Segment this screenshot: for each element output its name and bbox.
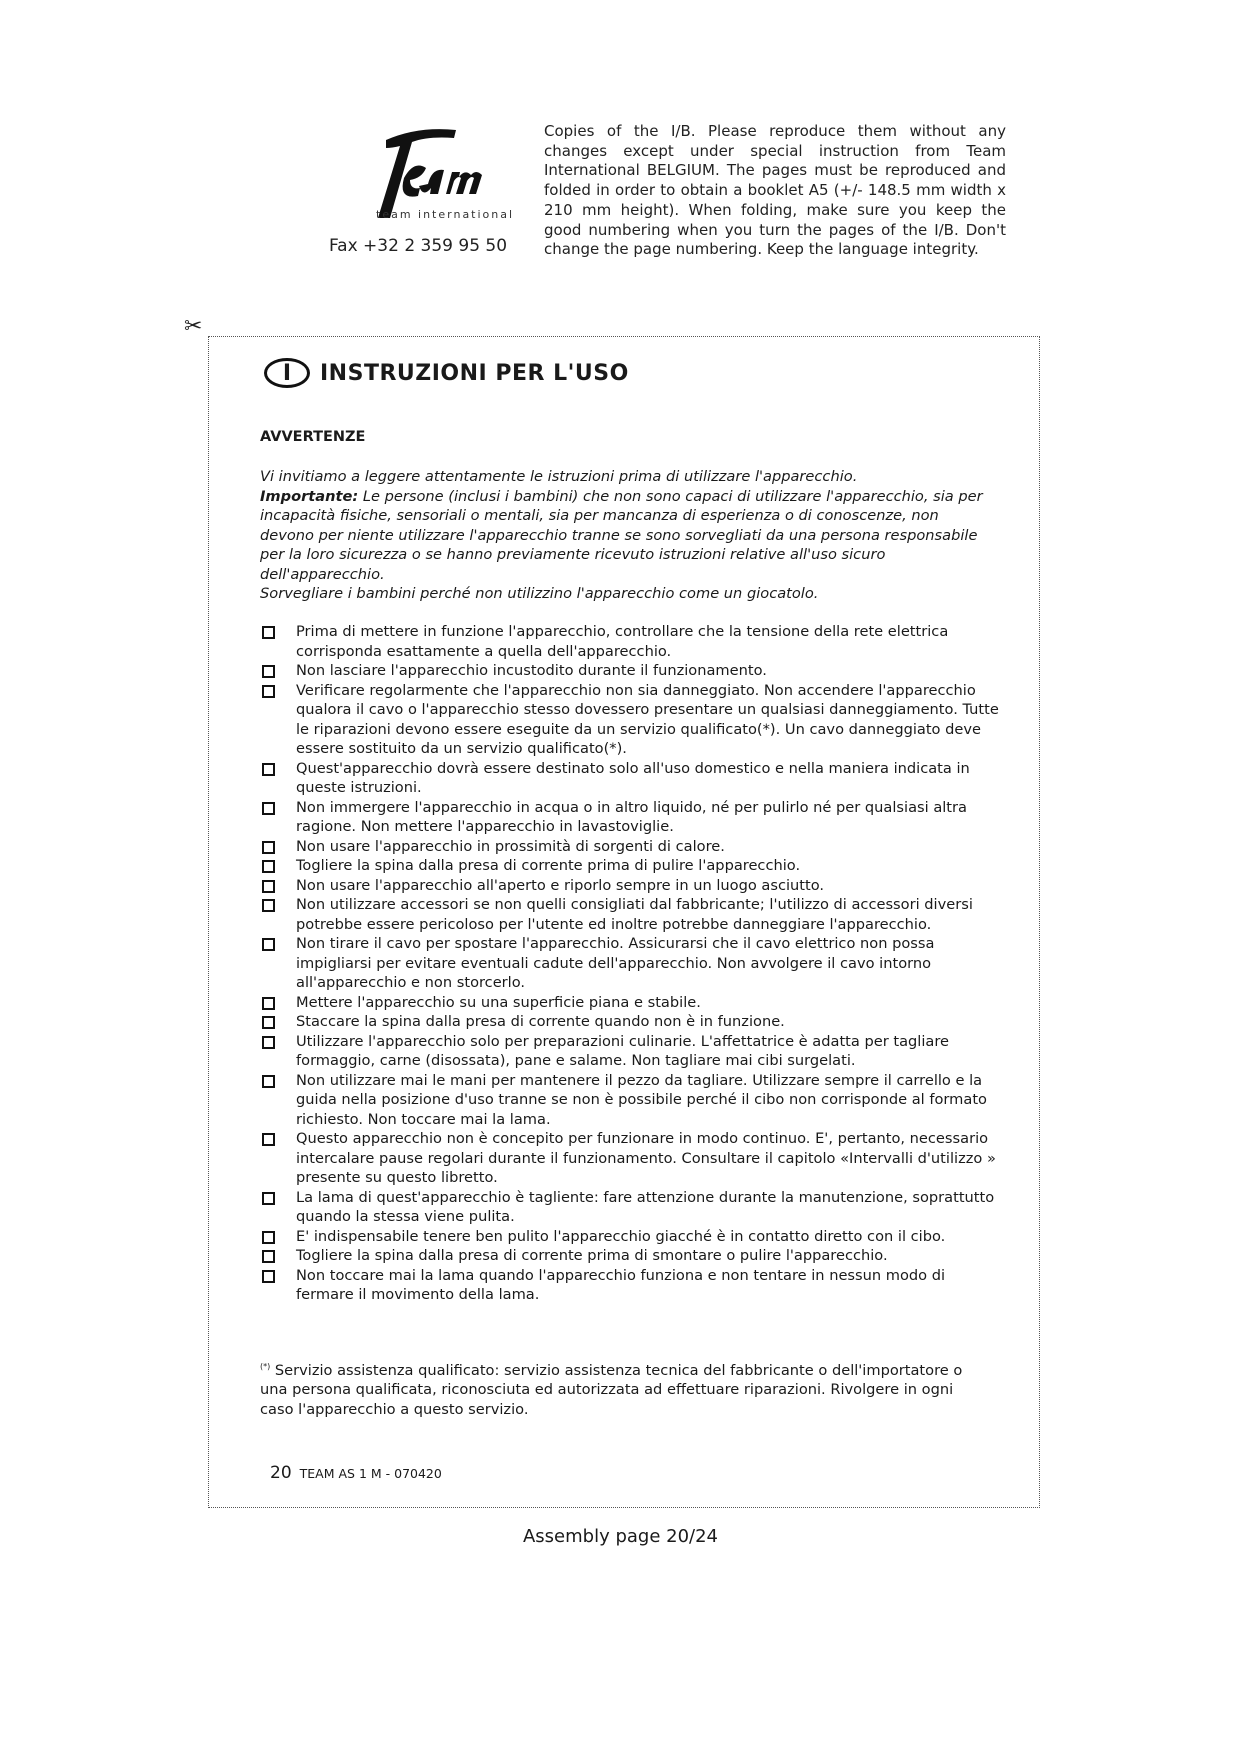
warning-item xyxy=(260,759,1000,798)
checkbox-bullet-icon xyxy=(262,763,275,776)
footnote-text: Servizio assistenza qualificato: servizio assistenza tecnica del fabbricante o dell'importatore o una persona qualificata, riconosciuta ed autorizzata ad effettuare riparazioni. Rivolgere in ogni caso l'apparecchio a questo servizio. xyxy=(260,1361,963,1418)
checkbox-bullet-icon xyxy=(262,1016,275,1029)
warning-item xyxy=(260,934,1000,993)
checkbox-bullet-icon xyxy=(262,665,275,678)
warning-text: E' indispensabile tenere ben pulito l'apparecchio giacché è in contatto diretto con il cibo. xyxy=(296,1227,946,1245)
checkbox-bullet-icon xyxy=(262,626,275,639)
warning-text: Togliere la spina dalla presa di corrente prima di pulire l'apparecchio. xyxy=(296,857,801,874)
logo-tagline: team international xyxy=(376,208,515,221)
intro-line: Vi invitiamo a leggere attentamente le istruzioni prima di utilizzare l'apparecchio. xyxy=(260,468,858,485)
assembly-page-label: Assembly page 20/24 xyxy=(522,1526,719,1547)
important-paragraph xyxy=(260,487,990,585)
checkbox-bullet-icon xyxy=(262,685,275,698)
checkbox-bullet-icon xyxy=(262,997,275,1010)
page-number: 20 xyxy=(270,1463,292,1483)
warning-item xyxy=(260,661,1000,681)
fax-number: Fax +32 2 359 95 50 xyxy=(328,236,508,256)
warning-item xyxy=(260,876,1000,896)
checkbox-bullet-icon xyxy=(262,1250,275,1263)
warning-item xyxy=(260,1129,1000,1188)
warnings-list xyxy=(260,622,1000,1305)
scissors-icon: ✂ xyxy=(184,314,203,339)
important-label: Importante: xyxy=(260,487,359,505)
page-title-row xyxy=(264,358,629,388)
checkbox-bullet-icon xyxy=(262,899,275,912)
warning-text: Non utilizzare mai le mani per mantenere il pezzo da tagliare. Utilizzare sempre il carrello e la guida nella posizione d'uso tranne se non è possibile perché il cibo non corrisponde al formato richiesto. Non toccare mai la lama. xyxy=(296,1071,987,1128)
warning-item xyxy=(260,1227,1000,1247)
checkbox-bullet-icon xyxy=(262,1270,275,1283)
warning-text: Togliere la spina dalla presa di corrente prima di smontare o pulire l'apparecchio. xyxy=(296,1247,888,1264)
warning-item xyxy=(260,1246,1000,1266)
document-code: TEAM AS 1 M - 070420 xyxy=(299,1466,442,1481)
header-logo-block xyxy=(318,118,518,256)
checkbox-bullet-icon xyxy=(262,880,275,893)
warning-item xyxy=(260,993,1000,1013)
warning-text: Non immergere l'apparecchio in acqua o in altro liquido, né per pulirlo né per qualsiasi altra ragione. Non mettere l'apparecchio in lavastoviglie. xyxy=(296,798,967,835)
warning-item xyxy=(260,1012,1000,1032)
warning-item xyxy=(260,622,1000,661)
important-text: Le persone (inclusi i bambini) che non sono capaci di utilizzare l'apparecchio, sia per incapacità fisiche, sensoriali o mentali, sia per mancanza di esperienza o di conoscenze, non devono per niente utilizzare l'apparecchio tranne se sono sorvegliati da una persona responsabile per la loro sicurezza o se hanno previamente ricevuto istruzioni relative all'uso sicuro dell'apparecchio. xyxy=(260,487,983,583)
intro-text xyxy=(260,467,990,604)
footnote-mark: (*) xyxy=(260,1362,271,1371)
warning-text: Non tirare il cavo per spostare l'apparecchio. Assicurarsi che il cavo elettrico non possa impigliarsi per evitare eventuali cadute dell'apparecchio. Non avvolgere il cavo intorno all'apparecchio e non storcerlo. xyxy=(296,935,935,991)
intro-line: Sorvegliare i bambini perché non utilizzino l'apparecchio come un giocatolo. xyxy=(260,585,819,602)
warning-item xyxy=(260,681,1000,759)
page-title: INSTRUZIONI PER L'USO xyxy=(320,360,629,386)
checkbox-bullet-icon xyxy=(262,1231,275,1244)
warning-item xyxy=(260,1266,1000,1305)
copies-note: Copies of the I/B. Please reproduce them without any changes except under special instruction from Team International BELGIUM. The pages must be reproduced and folded in order to obtain a booklet A5 (+/- 148.5 mm width x 210 mm height). When folding, make sure you keep the good numbering when you turn the pages of the I/B. Don't change the page numbering. Keep the language integrity. xyxy=(544,122,1006,259)
checkbox-bullet-icon xyxy=(262,802,275,815)
warning-item xyxy=(260,895,1000,934)
warning-text: Non toccare mai la lama quando l'apparecchio funziona e non tentare in nessun modo di fermare il movimento della lama. xyxy=(296,1266,946,1303)
warning-text: Verificare regolarmente che l'apparecchio non sia danneggiato. Non accendere l'apparecchio qualora il cavo o l'apparecchio stesso dovessero presentare un qualsiasi danneggiamento. Tutte le riparazioni devono essere eseguite da un servizio qualificato(*). Un cavo danneggiato deve essere sostituito da un servizio qualificato(*). xyxy=(296,681,999,757)
warning-text: Utilizzare l'apparecchio solo per preparazioni culinarie. L'affettatrice è adatta per tagliare formaggio, carne (disossata), pane e salame. Non tagliare mai cibi surgelati. xyxy=(296,1032,949,1069)
footnote xyxy=(260,1357,990,1419)
team-logo xyxy=(348,118,515,228)
checkbox-bullet-icon xyxy=(262,1075,275,1088)
checkbox-bullet-icon xyxy=(262,860,275,873)
page-footer xyxy=(270,1463,442,1483)
warning-item xyxy=(260,856,1000,876)
warning-text: Non lasciare l'apparecchio incustodito durante il funzionamento. xyxy=(296,662,767,679)
warning-text: Questo apparecchio non è concepito per funzionare in modo continuo. E', pertanto, necessario intercalare pause regolari durante il funzionamento. Consultare il capitolo «Intervalli d'utilizzo » presente su questo libretto. xyxy=(296,1130,996,1186)
warning-text: Staccare la spina dalla presa di corrente quando non è in funzione. xyxy=(296,1013,785,1030)
warning-text: Mettere l'apparecchio su una superficie piana e stabile. xyxy=(296,993,701,1011)
warning-item xyxy=(260,798,1000,837)
checkbox-bullet-icon xyxy=(262,938,275,951)
warning-item xyxy=(260,1071,1000,1130)
warning-item xyxy=(260,1032,1000,1071)
warning-text: Prima di mettere in funzione l'apparecchio, controllare che la tensione della rete elettrica corrisponda esattamente a quella dell'apparecchio. xyxy=(296,623,949,660)
warning-text: La lama di quest'apparecchio è tagliente: fare attenzione durante la manutenzione, soprattutto quando la stessa viene pulita. xyxy=(296,1188,995,1225)
warning-text: Non utilizzare accessori se non quelli consigliati dal fabbricante; l'utilizzo di accessori diversi potrebbe essere pericoloso per l'utente ed inoltre potrebbe danneggiare l'apparecchio. xyxy=(296,896,973,933)
warning-text: Non usare l'apparecchio in prossimità di sorgenti di calore. xyxy=(296,837,725,855)
checkbox-bullet-icon xyxy=(262,841,275,854)
checkbox-bullet-icon xyxy=(262,1192,275,1205)
warning-text: Quest'apparecchio dovrà essere destinato solo all'uso domestico e nella maniera indicata in queste istruzioni. xyxy=(296,759,970,796)
language-badge: I xyxy=(264,358,310,388)
checkbox-bullet-icon xyxy=(262,1133,275,1146)
section-heading: AVVERTENZE xyxy=(260,429,366,445)
checkbox-bullet-icon xyxy=(262,1036,275,1049)
warning-text: Non usare l'apparecchio all'aperto e riporlo sempre in un luogo asciutto. xyxy=(296,876,825,894)
warning-item xyxy=(260,1188,1000,1227)
warning-item xyxy=(260,837,1000,857)
